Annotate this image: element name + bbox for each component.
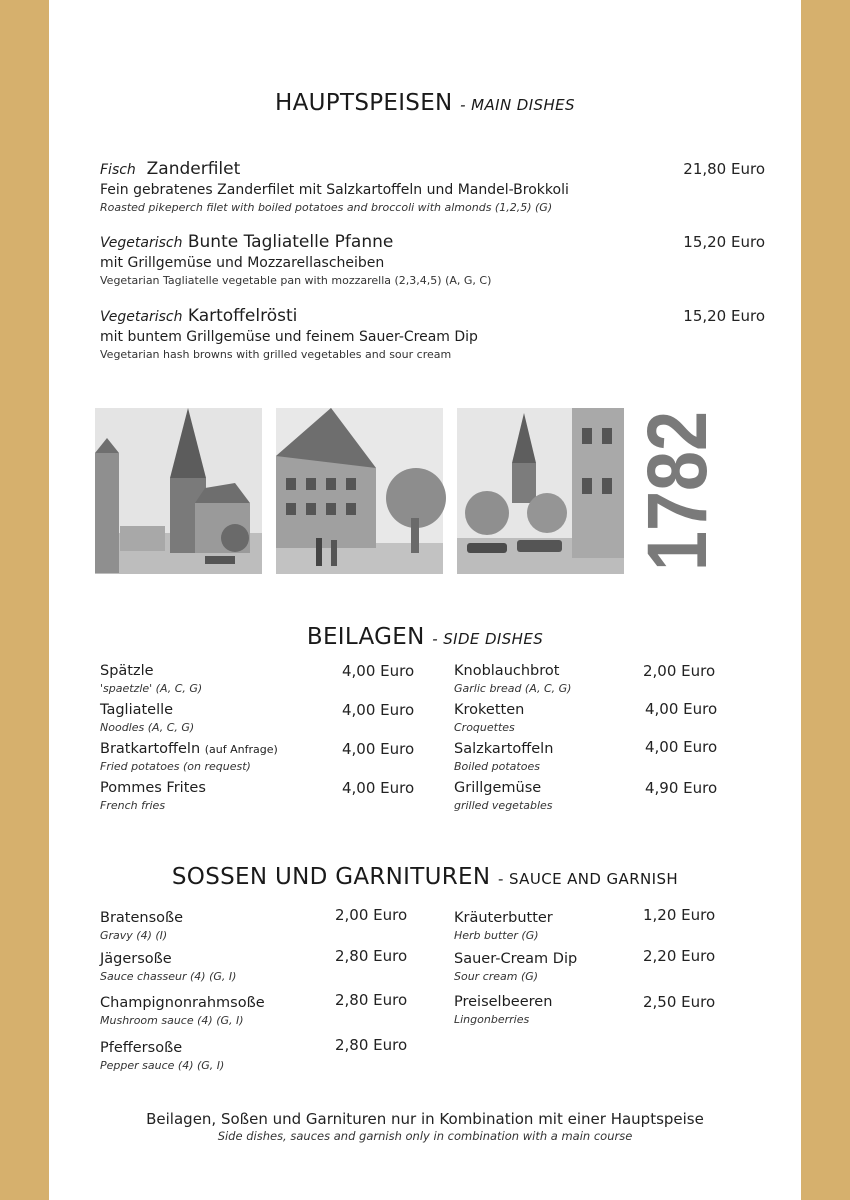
right-gold-border xyxy=(801,0,850,1200)
side-name: Tagliatelle xyxy=(100,702,174,718)
side-price: 2,00 Euro xyxy=(643,662,716,680)
dish-name: Bunte Tagliatelle Pfanne xyxy=(187,232,394,252)
side-translation: Garlic bread (A, C, G) xyxy=(454,682,572,695)
sauce-translation: Gravy (4) (I) xyxy=(100,929,168,942)
sauces-heading xyxy=(49,864,801,890)
side-translation: Boiled potatoes xyxy=(454,760,540,773)
side-translation: Fried potatoes (on request) xyxy=(100,760,251,773)
side-name: Pommes Frites xyxy=(100,780,206,796)
townhouse-photo xyxy=(276,408,443,574)
dish-description: Fein gebratenes Zanderfilet mit Salzkartoffeln und Mandel-Brokkoli xyxy=(100,182,569,198)
side-translation: 'spaetzle' (A, C, G) xyxy=(100,682,203,695)
side-dishes-subtitle: - SIDE DISHES xyxy=(432,630,544,648)
side-note: (auf Anfrage) xyxy=(204,743,278,756)
dish-price: 21,80 Euro xyxy=(683,160,765,178)
sauce-price: 2,80 Euro xyxy=(335,1036,408,1054)
year-text: 1782 xyxy=(630,384,725,571)
dish-item xyxy=(100,231,765,288)
sauces-title: SOSSEN UND GARNITUREN xyxy=(171,864,491,890)
sauce-price: 2,80 Euro xyxy=(335,947,408,965)
dish-category: Fisch xyxy=(100,162,136,178)
sauce-name: Champignonrahmsoße xyxy=(100,995,265,1011)
sauce-name: Bratensoße xyxy=(100,910,184,926)
sauce-name: Jägersoße xyxy=(100,951,172,967)
left-gold-border xyxy=(0,0,49,1200)
sauce-translation: Mushroom sauce (4) (G, I) xyxy=(100,1014,244,1027)
side-price: 4,00 Euro xyxy=(342,740,415,758)
side-price: 4,00 Euro xyxy=(342,701,415,719)
dish-item xyxy=(100,305,765,362)
side-translation: Noodles (A, C, G) xyxy=(100,721,195,734)
side-price: 4,00 Euro xyxy=(645,738,718,756)
dish-category: Vegetarisch xyxy=(100,235,183,251)
sauces-subtitle: - SAUCE AND GARNISH xyxy=(497,870,679,888)
side-translation: Croquettes xyxy=(454,721,515,734)
main-dishes-title: HAUPTSPEISEN xyxy=(275,90,453,116)
dish-price: 15,20 Euro xyxy=(683,307,765,325)
sauce-translation: Pepper sauce (4) (G, I) xyxy=(100,1059,225,1072)
side-name: Grillgemüse xyxy=(454,780,542,796)
sauce-translation: Sauce chasseur (4) (G, I) xyxy=(100,970,237,983)
side-price: 4,90 Euro xyxy=(645,779,718,797)
side-name: Knoblauchbrot xyxy=(454,663,560,679)
main-dishes-subtitle: - MAIN DISHES xyxy=(460,96,575,114)
year-1782 xyxy=(630,384,725,574)
side-dishes-title: BEILAGEN xyxy=(306,624,425,650)
side-name: Bratkartoffeln xyxy=(100,741,201,757)
footer-note-german: Beilagen, Soßen und Garnituren nur in Kombination mit einer Hauptspeise xyxy=(146,1110,704,1128)
side-price: 4,00 Euro xyxy=(342,779,415,797)
side-name: Spätzle xyxy=(100,663,154,679)
sauce-translation: Sour cream (G) xyxy=(454,970,539,983)
side-translation: grilled vegetables xyxy=(454,799,553,812)
sauce-translation: Herb butter (G) xyxy=(454,929,539,942)
dish-description: mit Grillgemüse und Mozzarellascheiben xyxy=(100,255,385,271)
church-square-photo xyxy=(457,408,624,574)
dish-name: Kartoffelrösti xyxy=(187,306,298,326)
side-translation: French fries xyxy=(100,799,166,812)
church-street-photo xyxy=(95,408,262,574)
dish-category: Vegetarisch xyxy=(100,309,183,325)
dish-name: Zanderfilet xyxy=(146,159,241,179)
sauce-name: Kräuterbutter xyxy=(454,910,553,926)
side-price: 4,00 Euro xyxy=(342,662,415,680)
menu-page xyxy=(49,0,801,1200)
sauce-price: 2,00 Euro xyxy=(335,906,408,924)
sauce-price: 2,20 Euro xyxy=(643,947,716,965)
sauce-price: 1,20 Euro xyxy=(643,906,716,924)
dish-translation: Vegetarian hash browns with grilled vegetables and sour cream xyxy=(100,348,452,361)
side-name: Kroketten xyxy=(454,702,525,718)
dish-description: mit buntem Grillgemüse und feinem Sauer-Cream Dip xyxy=(100,329,478,345)
footer-note-english: Side dishes, sauces and garnish only in combination with a main course xyxy=(217,1129,633,1143)
sauce-name: Sauer-Cream Dip xyxy=(454,951,578,967)
dish-translation: Vegetarian Tagliatelle vegetable pan with mozzarella (2,3,4,5) (A, G, C) xyxy=(100,274,492,287)
dish-translation: Roasted pikeperch filet with boiled potatoes and broccoli with almonds (1,2,5) (G) xyxy=(100,201,553,214)
main-dishes-heading xyxy=(49,90,801,116)
sauce-translation: Lingonberries xyxy=(454,1013,530,1026)
sauce-name: Pfeffersoße xyxy=(100,1040,183,1056)
sauce-price: 2,50 Euro xyxy=(643,993,716,1011)
side-price: 4,00 Euro xyxy=(645,700,718,718)
sauce-price: 2,80 Euro xyxy=(335,991,408,1009)
dish-price: 15,20 Euro xyxy=(683,233,765,251)
footer-note xyxy=(49,1109,801,1144)
sauce-name: Preiselbeeren xyxy=(454,994,553,1010)
dish-item xyxy=(100,158,765,215)
side-dishes-heading xyxy=(49,624,801,650)
side-name: Salzkartoffeln xyxy=(454,741,554,757)
